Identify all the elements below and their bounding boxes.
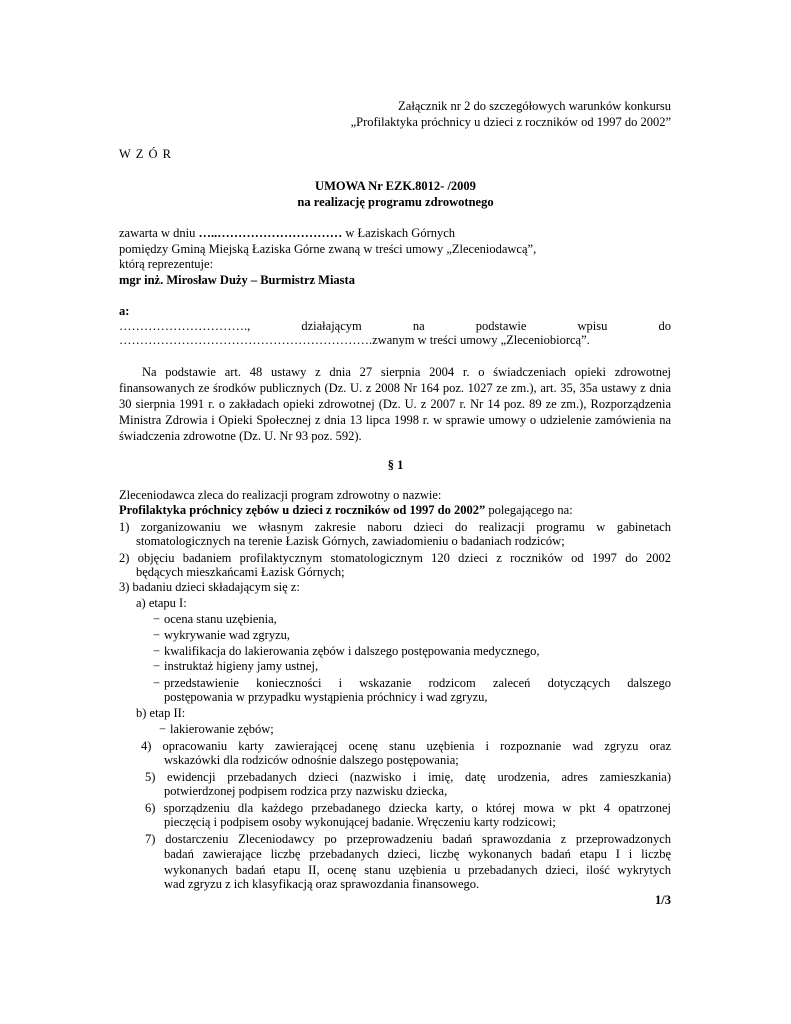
program-name-line (119, 503, 573, 518)
stage-1-item: − wykrywanie wad zgryzu, (153, 628, 290, 643)
stage-1-item: − instruktaż higieny jamy ustnej, (153, 659, 318, 674)
list-item-6: 6) sporządzeniu dla każdego przebadanego dziecka karty, o której mowa w pkt 4 opatrzonej (145, 801, 671, 815)
stage-2-label: b) etap II: (136, 706, 186, 720)
section-intro: Zleceniodawca zleca do realizacji program zdrowotny o nazwie: (119, 488, 442, 502)
list-item-4: 4) opracowaniu karty zawierającej ocenę stanu uzębienia i rozpoznanie wad zgryzu oraz (141, 739, 671, 753)
list-item-7-cont: badań zawierające liczbę przebadanych dzieci, liczbę wykonanych badań etapu I i liczbę (164, 847, 671, 861)
page-number: 1/3 (655, 893, 671, 907)
representative-name: mgr inż. Mirosław Duży – Burmistrz Miasta (119, 273, 355, 287)
legal-basis-paragraph: Na podstawie art. 48 ustawy z dnia 27 sierpnia 2004 r. o świadczeniach opieki zdrowotnej finansowanych ze środków publicznych (Dz. U. z 2008 Nr 164 poz. 1027 ze zm.), art. 35, 35a ustawy z dnia 30 sierpnia 1991 r. o zakładach opieki zdrowotnej (Dz. U. z 2007 r. Nr 14 poz. 89 ze zm.), Rozporządzenia Ministra Zdrowia i Opieki Społecznej z dnia 13 lipca 1998 r. w sprawie umowy o udzielenie zamówienia na świadczenia zdrowotne (Dz. U. Nr 93 poz. 592). (119, 365, 671, 443)
concluded-date: …..………………………… (198, 226, 343, 240)
list-item-6-cont: pieczęcią i podpisem osoby wykonującej badanie. Wręczeniu karty rodzicowi; (164, 815, 556, 829)
program-name: Profilaktyka próchnicy zębów u dzieci z roczników od 1997 do 2002” (119, 503, 486, 517)
list-item-2-cont: będących mieszkańcami Łazisk Górnych; (136, 565, 345, 579)
section-heading: § 1 (387, 458, 404, 472)
annex-header-line2: „Profilaktyka próchnicy u dzieci z roczników od 1997 do 2002” (350, 115, 671, 129)
stage-1-item-cont: postępowania w przypadku wystąpienia próchnicy i wad zgryzu, (164, 690, 488, 704)
list-item-7-cont: wad zgryzu z ich klasyfikacją oraz sprawozdania finansowego. (164, 877, 480, 891)
template-label: W Z Ó R (119, 147, 172, 161)
list-item-1-cont: stomatologicznych na terenie Łazisk Górnych, zawiadomieniu o badaniach rodziców; (136, 534, 565, 548)
list-item-5: 5) ewidencji przebadanych dzieci (nazwisko i imię, datę urodzenia, adres zamieszkania) (145, 770, 671, 784)
list-item-1: 1) zorganizowaniu we własnym zakresie naboru dzieci do realizacji programu w gabinetach (119, 520, 671, 534)
contractor-line1: …………………………., działającym na podstawie wpisu do (119, 319, 671, 333)
concluded-suffix: w Łaziskach Górnych (342, 226, 456, 240)
concluded-prefix: zawarta w dniu (119, 226, 199, 240)
contract-subtitle: na realizację programu zdrowotnego (297, 195, 494, 209)
program-suffix: polegającego na: (485, 503, 573, 517)
list-item-2: 2) objęciu badaniem profilaktycznym stomatologicznym 120 dzieci z roczników od 1997 do 2002 (119, 551, 671, 565)
list-item-7-cont: wykonanych badań etapu II, ocenę stanu uzębienia u przebadanych dzieci, ilość wykrytych (164, 863, 671, 877)
list-item-5-cont: potwierdzonej podpisem rodzica przy nazwisku dziecka, (164, 784, 448, 798)
list-item-4-cont: wskazówki dla rodziców odnośnie dalszego postępowania; (164, 753, 459, 767)
and-label: a: (119, 304, 130, 318)
contractor-line2: …………………………………………………….zwanym w treści umowy „Zleceniobiorcą”. (119, 333, 590, 347)
concluded-line (119, 226, 455, 241)
stage-2-item: − lakierowanie zębów; (159, 722, 274, 737)
stage-1-label: a) etapu I: (136, 596, 187, 610)
list-item-3: 3) badaniu dzieci składającym się z: (119, 580, 300, 594)
between-line: pomiędzy Gminą Miejską Łaziska Górne zwaną w treści umowy „Zleceniodawcą”, (119, 242, 537, 256)
stage-1-item: − przedstawienie konieczności i wskazanie rodzicom zaleceń dotyczących dalszego (153, 675, 671, 691)
stage-1-item: − ocena stanu uzębienia, (153, 612, 277, 627)
contract-title: UMOWA Nr EZK.8012- /2009 (315, 179, 476, 193)
stage-1-item: − kwalifikacja do lakierowania zębów i dalszego postępowania medycznego, (153, 644, 540, 659)
represented-line: którą reprezentuje: (119, 257, 214, 271)
list-item-7: 7) dostarczeniu Zleceniodawcy po przeprowadzeniu badań sprawozdania z przeprowadzonych (145, 832, 671, 846)
annex-header-line1: Załącznik nr 2 do szczegółowych warunków konkursu (398, 99, 671, 113)
